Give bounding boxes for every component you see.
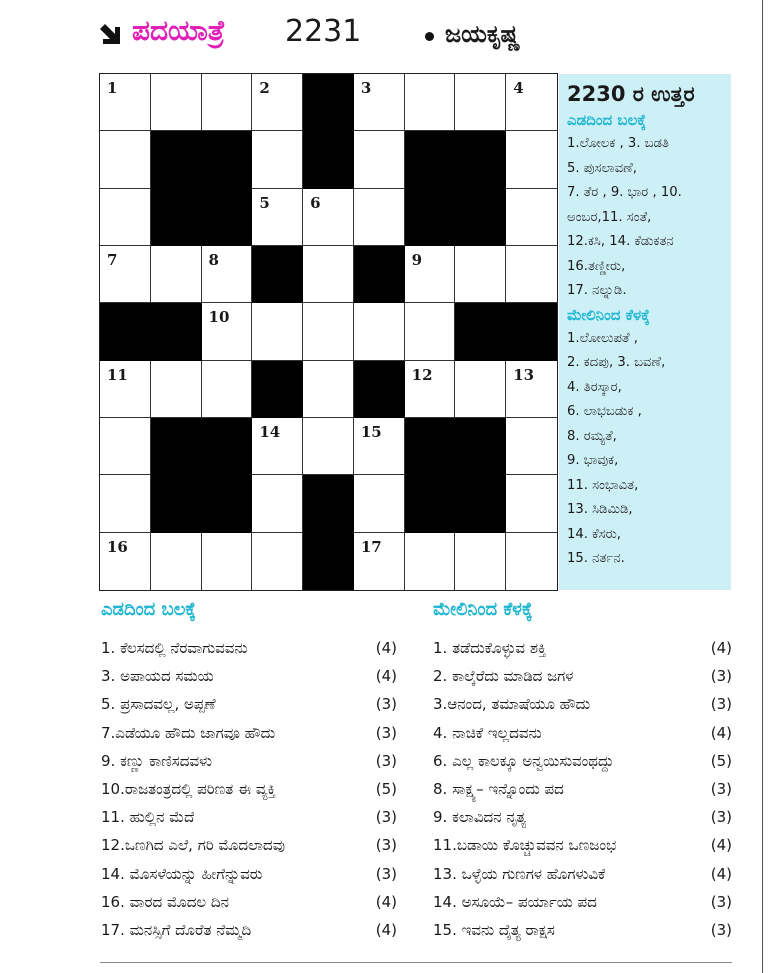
clue-letter-count: (4) <box>710 836 732 855</box>
grid-cell[interactable] <box>252 303 303 360</box>
answer-line: 11. ಸಂಭಾವಿತ, <box>567 477 639 493</box>
clue-number: 4 <box>513 79 524 97</box>
answer-line: 7. ತೆರ , 9. ಭಾರ , 10. <box>567 185 682 200</box>
grid-block-cell <box>506 303 557 360</box>
clue-number: 5 <box>259 193 270 212</box>
grid-block-cell <box>354 246 405 303</box>
clue-letter-count: (3) <box>375 695 397 714</box>
clue-item <box>101 916 397 944</box>
clue-text: 3. ಅಪಾಯದ ಸಮಯ <box>101 667 214 686</box>
grid-cell[interactable] <box>100 533 151 590</box>
clue-text: 7.ಎಡೆಯೂ ಹೌದು ಜಾಗವೂ ಹೌದು <box>101 723 276 742</box>
clue-text: 9. ಕಣ್ಣು ಕಾಣಿಸದವಳು <box>101 751 212 770</box>
puzzle-number: 2231 <box>285 14 362 49</box>
grid-cell[interactable] <box>100 418 151 475</box>
clue-number: 1 <box>107 79 118 97</box>
clue-number: 14 <box>259 422 281 441</box>
clue-text: 14. ಅಸೂಯೆ– ಪರ್ಯಾಯ ಪದ <box>433 892 597 911</box>
clue-number: 11 <box>107 365 128 384</box>
clue-item <box>433 719 732 747</box>
clue-item <box>101 860 397 888</box>
grid-block-cell <box>151 418 202 475</box>
grid-cell[interactable] <box>354 74 405 131</box>
grid-block-cell <box>303 533 354 590</box>
clue-letter-count: (4) <box>375 920 397 939</box>
clue-letter-count: (5) <box>375 779 397 798</box>
grid-cell[interactable] <box>506 189 557 246</box>
clue-text: 1. ತಡೆದುಕೊಳ್ಳುವ ಶಕ್ತಿ <box>433 639 547 657</box>
grid-block-cell <box>151 475 202 532</box>
clue-item <box>433 690 732 718</box>
answer-line: 5. ಪುಸಲಾವಣೆ, <box>567 160 637 176</box>
grid-cell[interactable] <box>506 533 557 590</box>
grid-block-cell <box>151 189 202 246</box>
answer-line: 16.ತಣ್ಣೀರು, <box>567 258 626 274</box>
clue-item <box>101 719 397 747</box>
grid-cell[interactable] <box>405 246 456 303</box>
clue-item <box>101 888 397 916</box>
grid-block-cell <box>202 131 253 188</box>
grid-block-cell <box>151 303 202 360</box>
clue-item <box>433 662 732 690</box>
grid-cell[interactable] <box>303 361 354 418</box>
answer-line: ಅಂಬರ,11. ಸಂತೆ, <box>567 209 652 225</box>
answer-line: 1.ಲೋಲಕ , 3. ಬಡತಿ <box>567 136 670 151</box>
clue-number: 9 <box>411 250 423 269</box>
answer-line: 8. ರಮ್ಯತೆ, <box>567 428 617 444</box>
answer-line: 13. ಸಿಡಿಮಿಡಿ, <box>567 502 633 517</box>
clue-item <box>433 831 732 859</box>
grid-cell[interactable] <box>303 418 354 475</box>
grid-cell[interactable] <box>405 533 456 590</box>
clue-item <box>101 747 397 775</box>
grid-block-cell <box>405 418 456 475</box>
clue-item <box>433 916 732 944</box>
clue-item <box>101 775 397 803</box>
answers-down-list <box>565 327 725 572</box>
grid-block-cell <box>455 131 506 188</box>
grid-cell[interactable] <box>405 74 456 131</box>
grid-block-cell <box>405 131 456 188</box>
grid-cell[interactable] <box>202 533 253 590</box>
grid-cell[interactable] <box>151 533 202 590</box>
grid-cell[interactable] <box>202 74 253 131</box>
grid-cell[interactable] <box>252 475 303 532</box>
grid-block-cell <box>252 361 303 418</box>
clue-item <box>433 860 732 888</box>
grid-cell[interactable] <box>354 131 405 188</box>
clue-text: 2. ಕಾಲ್ಕೆರೆದು ಮಾಡಿದ ಜಗಳ <box>433 667 574 686</box>
grid-cell[interactable] <box>303 246 354 303</box>
grid-cell[interactable] <box>303 303 354 360</box>
crossword-grid <box>99 73 558 591</box>
grid-cell[interactable] <box>202 361 253 418</box>
clue-number: 3 <box>360 79 372 97</box>
clue-letter-count: (4) <box>710 639 732 657</box>
clue-number: 13 <box>513 365 535 384</box>
answer-line: 1.ಲೋಲುಪತೆ , <box>567 330 638 346</box>
grid-cell[interactable] <box>354 475 405 532</box>
clues-across-list <box>101 634 397 944</box>
grid-cell[interactable] <box>354 533 405 590</box>
grid-block-cell <box>202 475 253 532</box>
grid-cell[interactable] <box>100 361 151 418</box>
grid-block-cell <box>455 475 506 532</box>
clue-letter-count: (4) <box>375 667 397 686</box>
answers-down-heading: ಮೇಲಿನಿಂದ ಕೆಳಕ್ಕೆ <box>567 305 650 324</box>
grid-cell[interactable] <box>506 131 557 188</box>
answer-line: 9. ಭಾವುಕ, <box>567 453 619 468</box>
clues-down-heading: ಮೇಲಿನಿಂದ ಕೆಳಕ್ಕೆ <box>433 599 533 620</box>
clue-text: 8. ಸಾಕ್ಷ್ಯ– ಇನ್ನೊಂದು ಪದ <box>433 779 564 798</box>
grid-cell[interactable] <box>506 475 557 532</box>
grid-block-cell <box>303 74 354 131</box>
grid-block-cell <box>303 475 354 532</box>
answer-line: 4. ತಿರಸ್ಕಾರ, <box>567 379 622 395</box>
clue-item <box>101 634 397 662</box>
grid-cell[interactable] <box>354 189 405 246</box>
clue-letter-count: (3) <box>710 920 732 939</box>
grid-cell[interactable] <box>252 418 303 475</box>
grid-cell[interactable] <box>506 74 557 131</box>
grid-cell[interactable] <box>405 303 456 360</box>
clue-number: 15 <box>360 422 382 441</box>
clue-text: 3.ಆನಂದ, ತಮಾಷೆಯೂ ಹೌದು <box>433 695 591 714</box>
clue-letter-count: (3) <box>375 864 397 883</box>
clue-item <box>101 803 397 831</box>
clue-letter-count: (3) <box>710 695 732 714</box>
grid-block-cell <box>455 418 506 475</box>
clue-text: 5. ಪ್ರಸಾದವಲ್ಲ, ಅಪ್ಪಣೆ <box>101 695 216 714</box>
clue-number: 6 <box>310 193 321 212</box>
grid-cell[interactable] <box>100 131 151 188</box>
grid-block-cell <box>202 189 253 246</box>
clue-text: 16. ವಾರದ ಮೊದಲ ದಿನ <box>101 892 229 911</box>
clue-text: 1. ಕೆಲಸದಲ್ಲಿ ನೆರವಾಗುವವನು <box>101 639 248 657</box>
answer-line: 6. ಲಾಭಬಡುಕ , <box>567 404 642 419</box>
clue-text: 12.ಒಣಗಿದ ಎಲೆ, ಗರಿ ಮೊದಲಾದವು <box>101 836 285 855</box>
grid-cell[interactable] <box>303 189 354 246</box>
clue-number: 7 <box>107 250 118 269</box>
clue-letter-count: (3) <box>710 667 732 686</box>
clue-letter-count: (4) <box>375 639 397 657</box>
grid-block-cell <box>455 303 506 360</box>
answers-across-heading: ಎಡದಿಂದ ಬಲಕ್ಕೆ <box>567 111 647 129</box>
clue-number: 12 <box>411 365 433 384</box>
grid-cell[interactable] <box>252 533 303 590</box>
clue-letter-count: (3) <box>375 751 397 770</box>
puzzle-author: ಜಯಕೃಷ್ಣ <box>445 20 521 48</box>
grid-cell[interactable] <box>455 246 506 303</box>
grid-block-cell <box>455 189 506 246</box>
grid-cell[interactable] <box>100 246 151 303</box>
grid-cell[interactable] <box>506 361 557 418</box>
answers-title: 2230 ರ ಉತ್ತರ <box>567 82 695 106</box>
clue-letter-count: (4) <box>375 892 397 911</box>
clue-item <box>101 662 397 690</box>
answer-line: 12.ಕಸಿ, 14. ಕೆಡುಕತನ <box>567 234 674 249</box>
grid-cell[interactable] <box>354 303 405 360</box>
clue-item <box>433 888 732 916</box>
clue-item <box>433 803 732 831</box>
answer-line: 17. ನಲ್ನುಡಿ. <box>567 283 627 298</box>
clue-number: 17 <box>360 537 382 556</box>
clue-number: 8 <box>208 250 219 269</box>
grid-cell[interactable] <box>405 361 456 418</box>
grid-cell[interactable] <box>455 361 506 418</box>
clue-text: 11.ಬಡಾಯಿ ಕೊಚ್ಚುವವನ ಒಣಜಂಭ <box>433 836 617 855</box>
arrow-down-right-icon <box>98 22 124 48</box>
answer-line: 14. ಕೆಸರು, <box>567 526 621 542</box>
grid-cell[interactable] <box>151 74 202 131</box>
clue-number: 2 <box>259 79 270 97</box>
clue-item <box>433 775 732 803</box>
grid-cell[interactable] <box>202 303 253 360</box>
grid-cell[interactable] <box>202 246 253 303</box>
clue-number: 16 <box>107 537 128 556</box>
grid-block-cell <box>252 246 303 303</box>
grid-cell[interactable] <box>506 246 557 303</box>
clue-letter-count: (3) <box>375 723 397 742</box>
grid-cell[interactable] <box>100 74 151 131</box>
clue-letter-count: (5) <box>710 751 732 770</box>
bullet-dot <box>425 32 434 41</box>
grid-block-cell <box>303 131 354 188</box>
grid-block-cell <box>405 189 456 246</box>
grid-cell[interactable] <box>252 74 303 131</box>
previous-answers-panel <box>559 74 731 590</box>
clue-text: 9. ಕಲಾವಿದನ ನೃತ್ಯ <box>433 808 527 827</box>
grid-cell[interactable] <box>506 418 557 475</box>
grid-cell[interactable] <box>455 74 506 131</box>
answers-across-list <box>565 132 725 304</box>
grid-cell[interactable] <box>252 131 303 188</box>
clue-letter-count: (3) <box>375 836 397 855</box>
bottom-divider <box>100 962 732 963</box>
clue-letter-count: (3) <box>710 779 732 798</box>
answer-line: 15. ನರ್ತನ. <box>567 551 625 566</box>
clue-text: 15. ಇವನು ದೈತ್ಯ ರಾಕ್ಷಸ <box>433 920 555 939</box>
grid-cell[interactable] <box>455 533 506 590</box>
clue-text: 17. ಮನಸ್ಸಿಗೆ ದೊರೆತ ನೆಮ್ಮದಿ <box>101 920 252 939</box>
grid-block-cell <box>354 361 405 418</box>
clue-item <box>101 831 397 859</box>
clue-letter-count: (3) <box>375 808 397 827</box>
clue-number: 10 <box>208 308 230 327</box>
clue-text: 10.ರಾಜತಂತ್ರದಲ್ಲಿ ಪರಿಣತ ಈ ವ್ಯಕ್ತಿ <box>101 779 276 798</box>
grid-cell[interactable] <box>252 189 303 246</box>
grid-cell[interactable] <box>100 475 151 532</box>
clue-letter-count: (4) <box>710 723 732 742</box>
grid-cell[interactable] <box>100 189 151 246</box>
grid-block-cell <box>202 418 253 475</box>
clue-text: 6. ಎಲ್ಲ ಕಾಲಕ್ಕೂ ಅನ್ವಯಿಸುವಂಥದ್ದು <box>433 751 614 770</box>
grid-cell[interactable] <box>151 361 202 418</box>
grid-cell[interactable] <box>354 418 405 475</box>
grid-cell[interactable] <box>151 246 202 303</box>
answer-line: 2. ಕದಪು, 3. ಬವಣೆ, <box>567 355 666 370</box>
clues-down-list <box>433 634 732 944</box>
clue-text: 4. ನಾಚಿಕೆ ಇಲ್ಲದವನು <box>433 723 542 742</box>
clue-letter-count: (3) <box>710 808 732 827</box>
grid-block-cell <box>100 303 151 360</box>
clue-letter-count: (3) <box>710 892 732 911</box>
clue-text: 14. ಮೊಸಳೆಯನ್ನು ಹೀಗೆನ್ನುವರು <box>101 864 263 883</box>
grid-block-cell <box>405 475 456 532</box>
clue-item <box>433 747 732 775</box>
clue-item <box>101 690 397 718</box>
clue-item <box>433 634 732 662</box>
puzzle-title: ಪದಯಾತ್ರೆ <box>132 14 226 47</box>
clues-across-heading: ಎಡದಿಂದ ಬಲಕ್ಕೆ <box>101 599 196 620</box>
clue-letter-count: (4) <box>710 864 732 883</box>
clue-text: 11. ಹುಲ್ಲಿನ ಮೆದೆ <box>101 808 195 827</box>
clue-text: 13. ಒಳ್ಳೆಯ ಗುಣಗಳ ಹೊಗಳುವಿಕೆ <box>433 864 606 883</box>
page-edge-rule <box>762 0 763 973</box>
grid-block-cell <box>151 131 202 188</box>
